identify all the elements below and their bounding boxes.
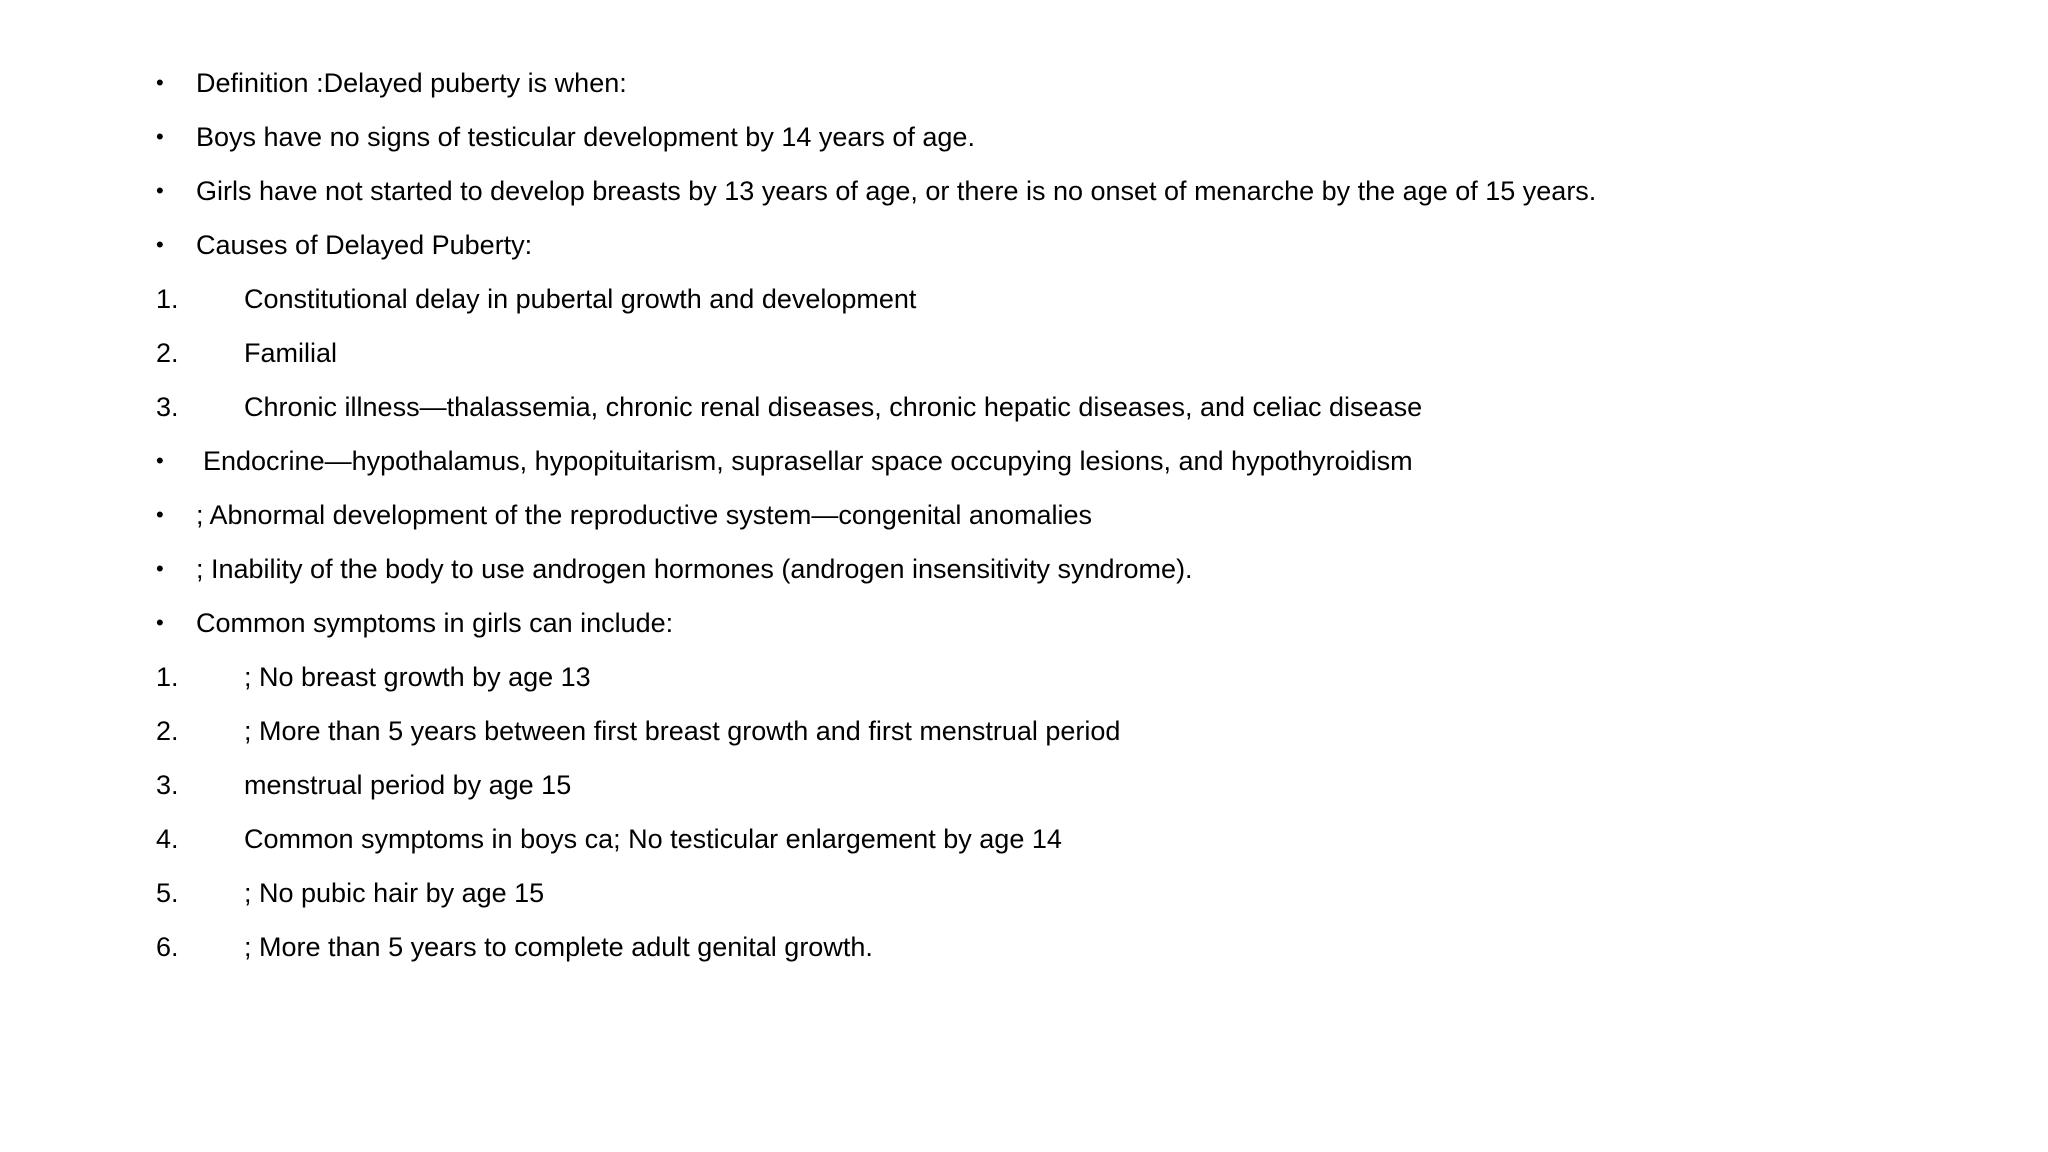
numbered-item [150, 822, 1600, 856]
list-item-text: Causes of Delayed Puberty: [196, 230, 533, 260]
list-item-text: ; More than 5 years to complete adult genital growth. [244, 932, 873, 962]
list-item [150, 66, 1600, 100]
list-item [150, 498, 1600, 532]
list-item-text: ; No breast growth by age 13 [244, 662, 591, 692]
number-marker: 3. [156, 392, 179, 422]
numbered-item [150, 390, 1600, 424]
list-item [150, 606, 1600, 640]
list-item-text: ; More than 5 years between first breast growth and first menstrual period [244, 716, 1121, 746]
list-item-text: Girls have not started to develop breasts by 13 years of age, or there is no onset of menarche by the age of 15 years. [196, 176, 1597, 206]
number-marker: 5. [156, 878, 179, 908]
bullet-marker: • [156, 232, 164, 257]
bullet-marker: • [156, 448, 164, 473]
list-item-text: ; Abnormal development of the reproductive system—congenital anomalies [196, 500, 1092, 530]
bullet-marker: • [156, 610, 164, 635]
number-marker: 1. [156, 284, 179, 314]
numbered-item [150, 282, 1600, 316]
list-item-text: ; No pubic hair by age 15 [244, 878, 545, 908]
numbered-item [150, 930, 1600, 964]
number-marker: 6. [156, 932, 179, 962]
bullet-marker: • [156, 502, 164, 527]
bullet-marker: • [156, 178, 164, 203]
list-item [150, 174, 1600, 208]
number-marker: 1. [156, 662, 179, 692]
bullet-marker: • [156, 124, 164, 149]
list-item-text: Chronic illness—thalassemia, chronic renal diseases, chronic hepatic diseases, and celiac disease [244, 392, 1423, 422]
numbered-item [150, 336, 1600, 370]
list-item [150, 444, 1600, 478]
slide-content [150, 66, 1600, 984]
number-marker: 2. [156, 338, 179, 368]
list-item-text: ; Inability of the body to use androgen hormones (androgen insensitivity syndrome). [196, 554, 1193, 584]
list-item [150, 228, 1600, 262]
number-marker: 4. [156, 824, 179, 854]
numbered-item [150, 768, 1600, 802]
list-item-text: Common symptoms in boys ca; No testicular enlargement by age 14 [244, 824, 1062, 854]
bullet-marker: • [156, 556, 164, 581]
list-item-text: Definition :Delayed puberty is when: [196, 68, 627, 98]
numbered-item [150, 876, 1600, 910]
numbered-item [150, 660, 1600, 694]
numbered-item [150, 714, 1600, 748]
list-item-text: Endocrine—hypothalamus, hypopituitarism, suprasellar space occupying lesions, and hypothyroidism [203, 446, 1413, 476]
list-item-text: Boys have no signs of testicular development by 14 years of age. [196, 122, 975, 152]
number-marker: 3. [156, 770, 179, 800]
number-marker: 2. [156, 716, 179, 746]
list-item [150, 120, 1600, 154]
list-item-text: Constitutional delay in pubertal growth and development [244, 284, 917, 314]
list-item [150, 552, 1600, 586]
list-item-text: menstrual period by age 15 [244, 770, 572, 800]
list-item-text: Familial [244, 338, 338, 368]
bullet-marker: • [156, 70, 164, 95]
list-item-text: Common symptoms in girls can include: [196, 608, 674, 638]
